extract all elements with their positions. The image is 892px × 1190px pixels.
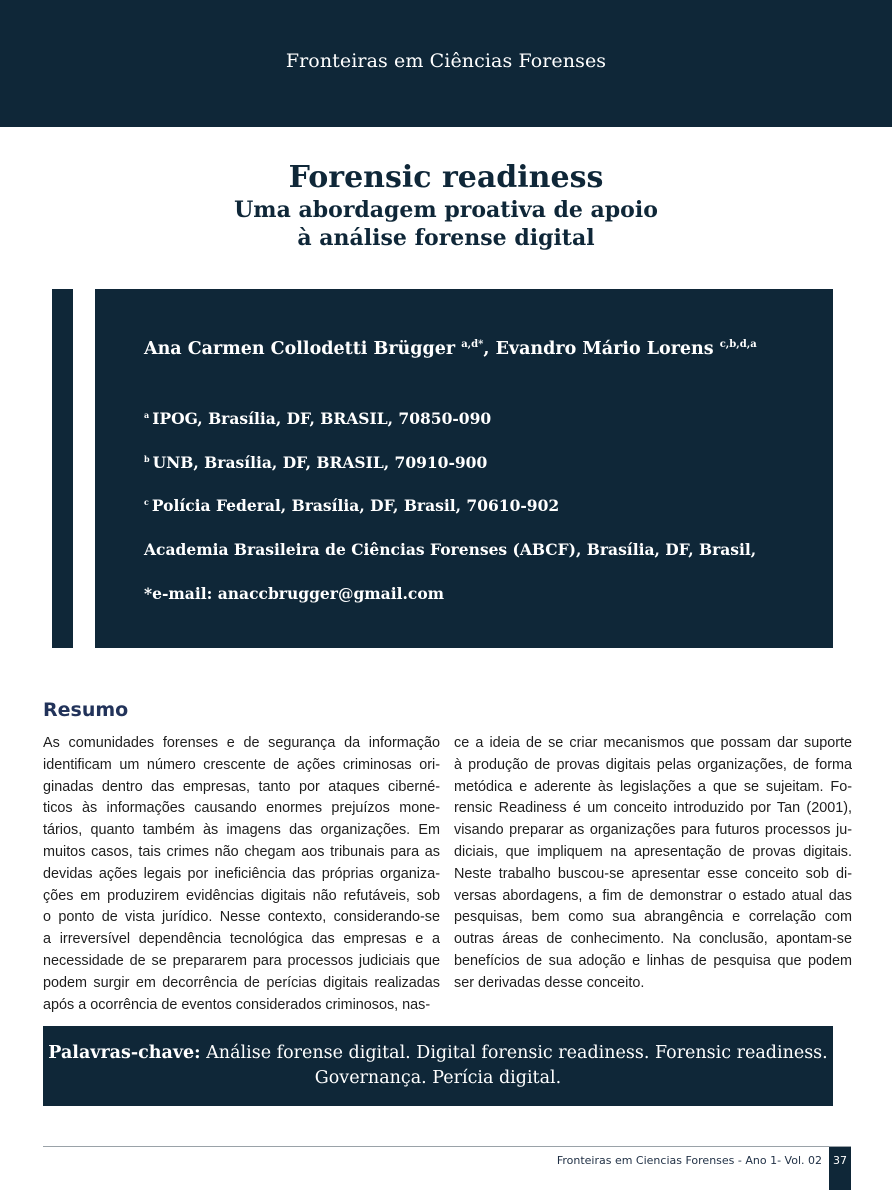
affiliation-c-text: Polícia Federal, Brasília, DF, Brasil, 70610-902 [151, 496, 560, 515]
abstract-column-right [454, 733, 852, 995]
abstract-column-left [43, 733, 440, 1016]
abstract-line: o ponto de vista jurídico. Nesse contexto, considerando-se [43, 909, 440, 926]
author-2-affiliation-marks: c,b,d,a [719, 339, 757, 350]
abstract-line: necessidade de se prepararem para processos judiciais que [43, 952, 440, 969]
abstract-line: As comunidades forenses e de segurança da informação [43, 735, 440, 751]
author-info-box [95, 289, 833, 648]
abstract-line: rensic Readiness é um conceito introduzido por Tan (2001), [454, 800, 852, 817]
keywords-text [43, 1041, 833, 1091]
footer-running-title: Fronteiras em Ciencias Forenses - Ano 1- Vol. 02 [556, 1154, 822, 1167]
decorative-side-bar [52, 289, 73, 648]
keywords-line-2: Governança. Perícia digital. [314, 1068, 562, 1088]
abstract-heading: Resumo [43, 699, 129, 721]
keywords-line-1: Análise forense digital. Digital forensic readiness. Forensic readiness. [200, 1043, 828, 1063]
author-1-name: Ana Carmen Collodetti Brügger [144, 339, 456, 359]
abstract-line: ticos às informações causando enormes prejuízos mone- [43, 800, 440, 817]
abstract-line: podem surgir em decorrência de perícias digitais realizadas [43, 974, 440, 991]
abstract-line: pesquisas, bem como sua abrangência e correlação com [454, 909, 852, 926]
abstract-line: ginadas dentro das empresas, tanto por ataques ciberné- [43, 778, 440, 795]
abstract-line: ções em produzirem evidências digitais não refutáveis, sob [43, 887, 440, 904]
article-title-block [0, 160, 892, 252]
journal-header [0, 0, 892, 127]
article-title: Forensic readiness [288, 160, 604, 195]
keywords-box [43, 1026, 833, 1106]
page-number: 37 [829, 1147, 851, 1190]
abstract-line: benefícios de sua adoção e linhas de pesquisa que podem [454, 952, 852, 969]
article-subtitle-line-2: à análise forense digital [297, 225, 595, 251]
affiliation-b-mark: b [144, 454, 150, 464]
affiliation-b-text: UNB, Brasília, DF, BRASIL, 70910-900 [152, 453, 488, 472]
abstract-line: ce a ideia de se criar mecanismos que possam dar suporte [454, 735, 852, 751]
journal-name: Fronteiras em Ciências Forenses [285, 50, 607, 72]
footer-divider [43, 1146, 851, 1147]
affiliation-a [144, 409, 491, 428]
author-list [144, 339, 757, 359]
abstract-line: ser derivadas desse conceito. [454, 974, 645, 991]
affiliation-a-text: IPOG, Brasília, DF, BRASIL, 70850-090 [152, 409, 492, 428]
abstract-line: metódica e aderente às legislações a que se sujeitam. Fo- [454, 778, 852, 795]
author-2-name: Evandro Mário Lorens [495, 339, 714, 359]
author-separator: , [483, 339, 496, 359]
abstract-line: devidas ações legais por ineficiência das próprias organiza- [43, 865, 440, 882]
abstract-line: muitos casos, tais crimes não chegam aos tribunais para as [43, 843, 440, 860]
abstract-line: a irreversível dependência tecnológica das empresas e a [43, 931, 440, 948]
abstract-line: outras áreas de conhecimento. Na conclusão, apontam-se [454, 931, 852, 948]
abstract-line: identificam um número crescente de ações criminosas ori- [43, 756, 440, 773]
abstract-line: à produção de provas digitais pelas organizações, de forma [454, 756, 852, 773]
contact-email [144, 584, 444, 603]
affiliation-abcf-text: Academia Brasileira de Ciências Forenses (ABCF), Brasília, DF, Brasil, [144, 540, 757, 559]
affiliation-abcf [144, 540, 756, 559]
abstract-line: após a ocorrência de eventos considerados criminosos, nas- [43, 996, 431, 1013]
abstract-line: visando preparar as organizações para futuros processos ju- [454, 822, 852, 839]
affiliation-b [144, 453, 487, 472]
affiliation-c-mark: c [144, 497, 149, 507]
abstract-line: Neste trabalho buscou-se apresentar esse conceito sob di- [454, 865, 852, 882]
keywords-label: Palavras-chave: [48, 1043, 201, 1063]
contact-email-text: *e-mail: anaccbrugger@gmail.com [144, 584, 445, 603]
abstract-line: versas abordagens, a fim de demonstrar o estado atual das [454, 887, 852, 904]
abstract-line: diciais, que impliquem na apresentação de provas digitais. [454, 843, 852, 860]
article-subtitle-line-1: Uma abordagem proativa de apoio [234, 197, 658, 223]
affiliation-a-mark: a [144, 410, 150, 420]
author-1-affiliation-marks: a,d* [461, 339, 484, 350]
abstract-line: tários, quanto também às imagens das organizações. Em [43, 822, 440, 839]
affiliation-c [144, 496, 559, 515]
